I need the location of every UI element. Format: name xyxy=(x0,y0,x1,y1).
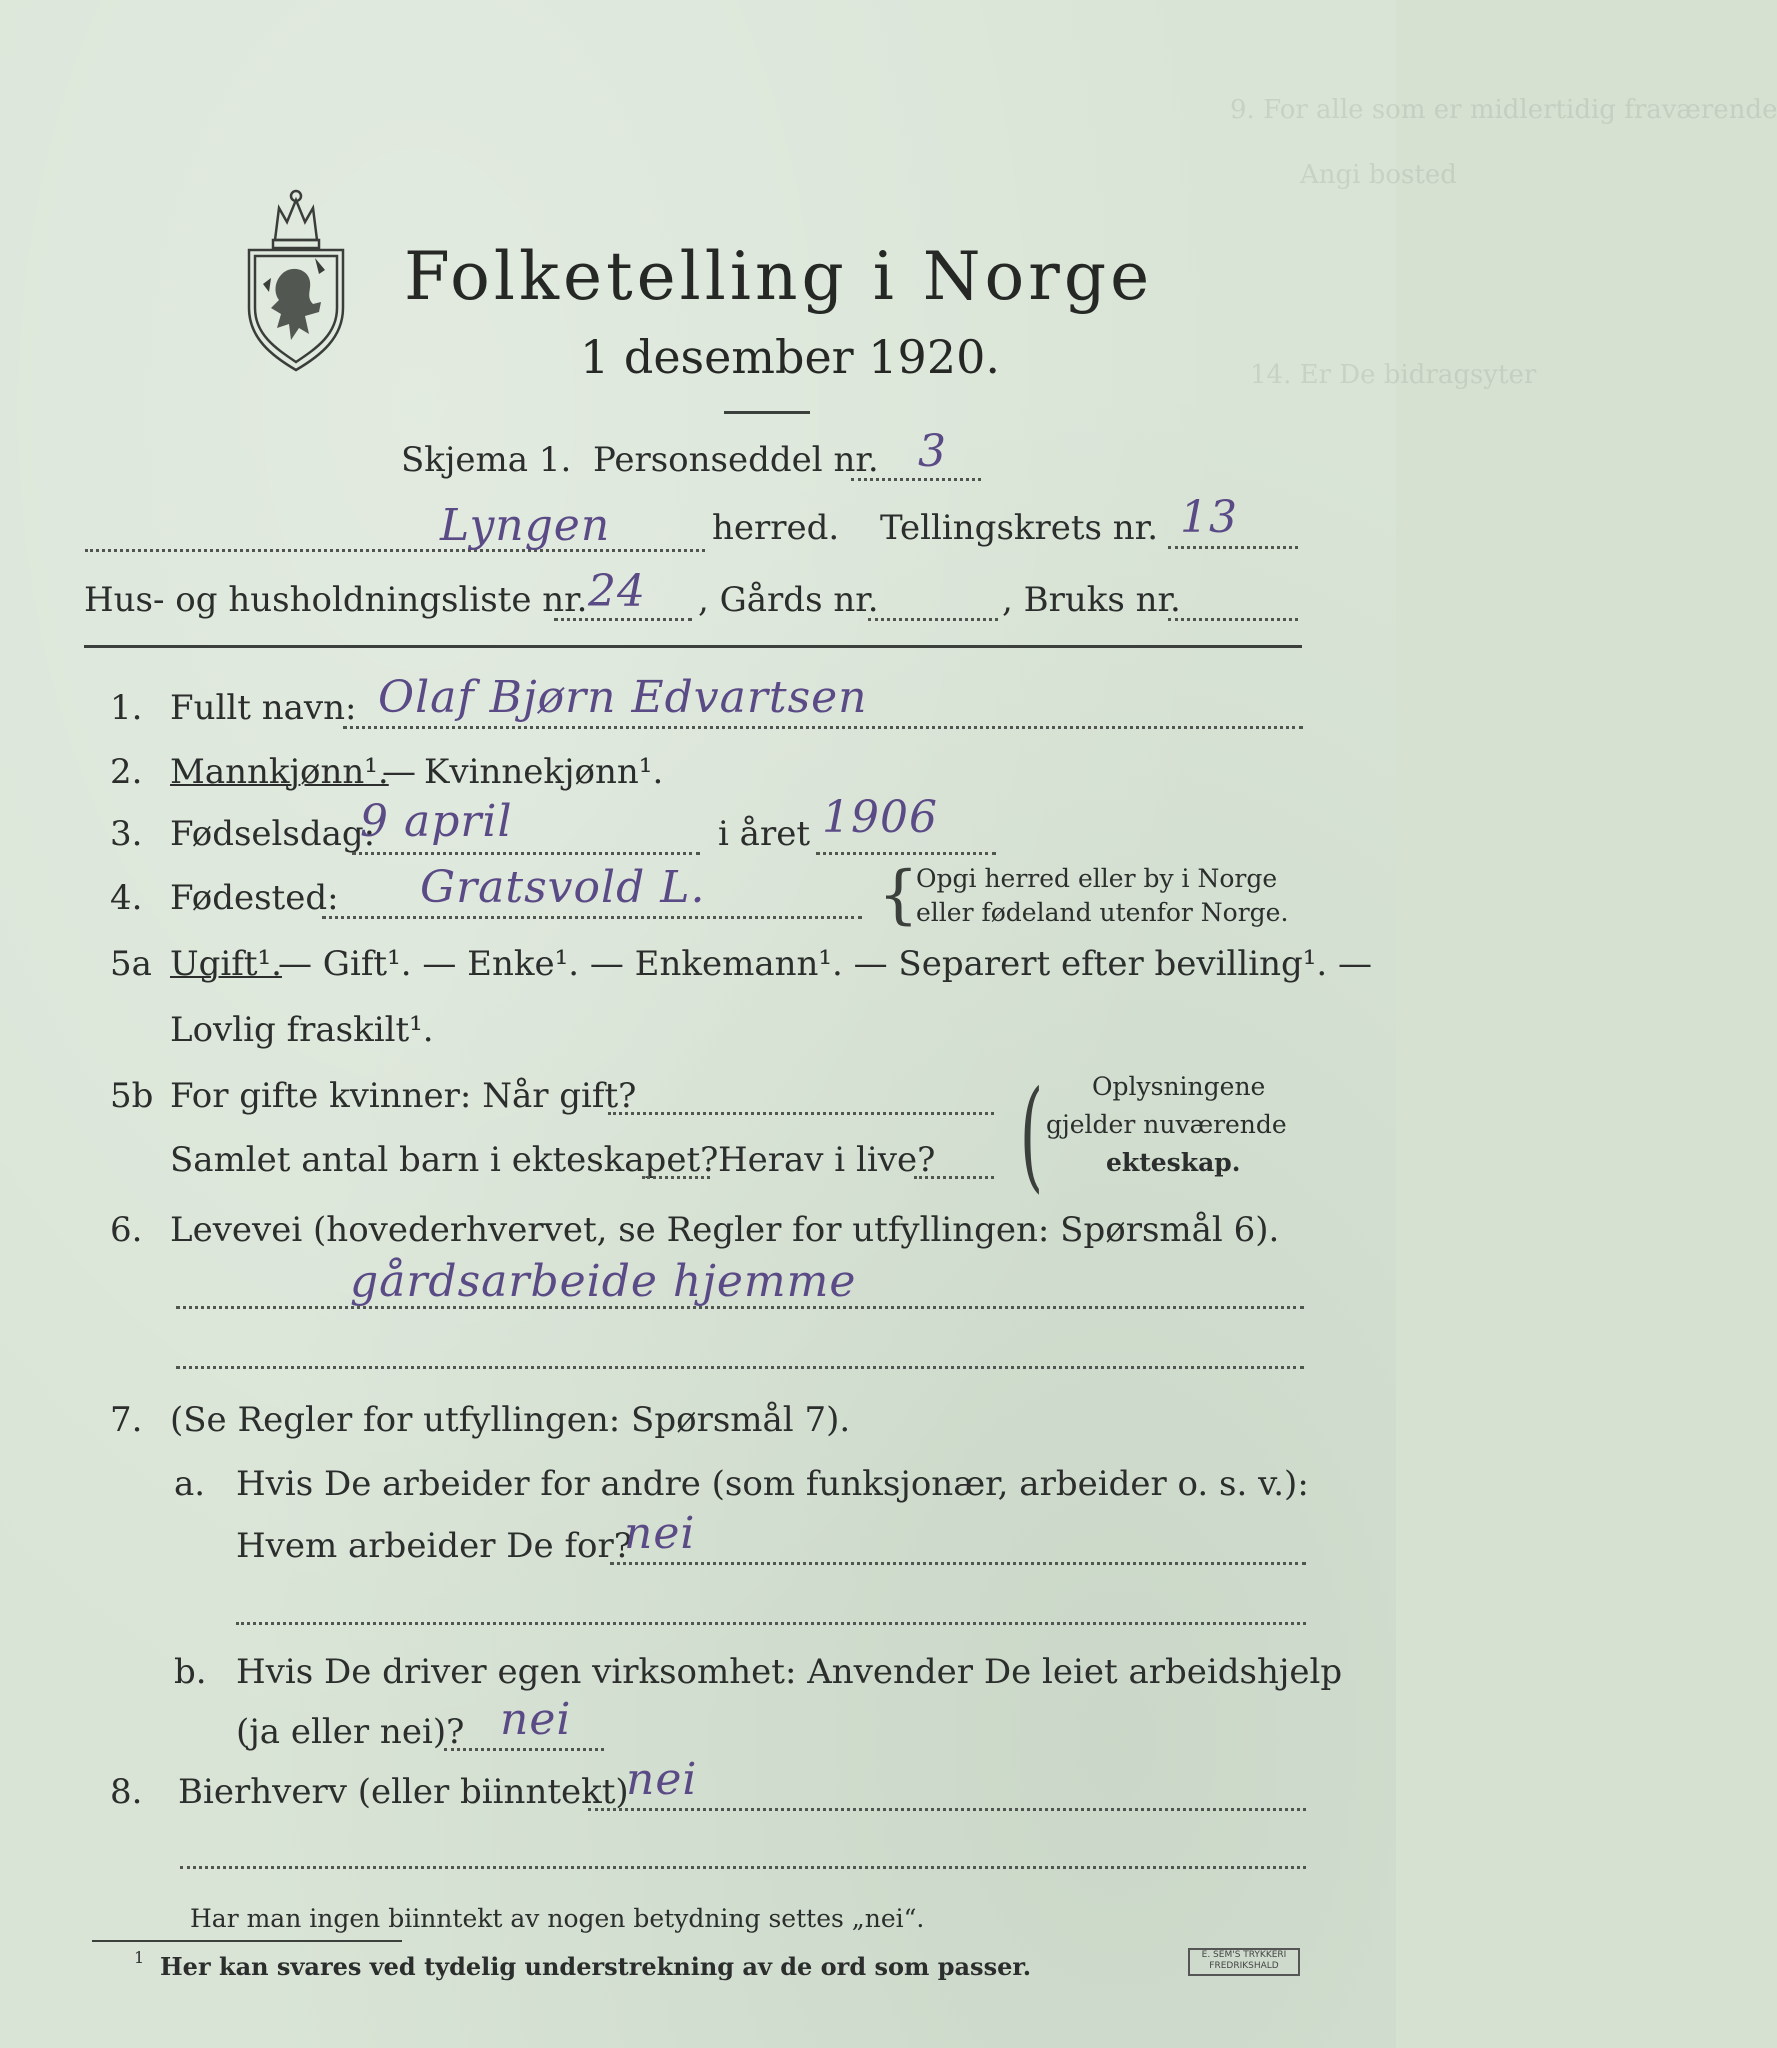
bruks-label: , Bruks nr. xyxy=(1002,580,1181,620)
q6-number: 6. xyxy=(110,1210,143,1250)
q2-separator: — xyxy=(382,752,416,792)
herred-value[interactable]: Lyngen xyxy=(440,500,611,551)
q3-label: Fødselsdag: xyxy=(170,814,376,854)
q7-label: (Se Regler for utfyllingen: Spørsmål 7). xyxy=(170,1400,851,1440)
q6-occupation-value[interactable]: gårdsarbeide hjemme xyxy=(350,1256,857,1307)
q4-note-line1: Opgi herred eller by i Norge xyxy=(916,864,1278,893)
q6-label: Levevei (hovederhvervet, se Regler for utfyllingen: Spørsmål 6). xyxy=(170,1210,1280,1250)
husliste-label: Hus- og husholdningsliste nr. xyxy=(84,580,588,620)
q1-label: Fullt navn: xyxy=(170,688,357,728)
norway-coat-of-arms-icon xyxy=(235,178,357,374)
q5a-number: 5a xyxy=(110,944,152,984)
husliste-value[interactable]: 24 xyxy=(588,566,646,617)
printer-stamp xyxy=(1188,1948,1300,1976)
q5b-brace-left: ( xyxy=(1019,1066,1044,1205)
q5b-label: For gifte kvinner: Når gift? xyxy=(170,1076,637,1116)
q5b-note-line1: Oplysningene xyxy=(1092,1072,1266,1101)
q4-brace: { xyxy=(878,858,919,932)
tellingskrets-value[interactable]: 13 xyxy=(1180,492,1238,543)
header-divider xyxy=(84,645,1302,648)
q5b-note-line3: ekteskap. xyxy=(1106,1148,1241,1177)
footnote-number: 1 xyxy=(134,1948,145,1967)
gards-label: , Gårds nr. xyxy=(698,580,879,620)
herred-label: herred. xyxy=(712,508,840,548)
tellingskrets-label: Tellingskrets nr. xyxy=(880,508,1159,548)
footnote-divider xyxy=(92,1940,402,1942)
q2-male-option[interactable]: Mannkjønn¹. xyxy=(170,752,389,792)
page-title: Folketelling i Norge xyxy=(404,238,1154,315)
q4-number: 4. xyxy=(110,878,143,918)
q5a-ugift-option[interactable]: Ugift¹. xyxy=(170,944,282,984)
schema-label: Skjema 1. xyxy=(401,440,572,480)
census-date: 1 desember 1920. xyxy=(580,330,1000,384)
q8-label: Bierhverv (eller biinntekt) xyxy=(178,1772,629,1812)
q5b-alive-label: Herav i live? xyxy=(718,1140,936,1180)
title-divider xyxy=(724,411,810,414)
q7b-letter: b. xyxy=(174,1652,207,1692)
q5b-children-label: Samlet antal barn i ekteskapet? xyxy=(170,1140,719,1180)
q3-year-label: i året xyxy=(718,814,810,854)
q3-number: 3. xyxy=(110,814,143,854)
q3-birthdate-value[interactable]: 9 april xyxy=(360,796,513,847)
footer-note: Har man ingen biinntekt av nogen betydning settes „nei“. xyxy=(190,1904,925,1933)
q5a-other-options[interactable]: — Gift¹. — Enke¹. — Enkemann¹. — Separert efter bevilling¹. — xyxy=(278,944,1373,984)
q8-side-income-value[interactable]: nei xyxy=(626,1754,698,1805)
q7b-hired-help-label: (ja eller nei)? xyxy=(236,1712,465,1752)
q7-number: 7. xyxy=(110,1400,143,1440)
q4-note-line2: eller fødeland utenfor Norge. xyxy=(916,898,1289,927)
printer-stamp-text: E. SEM'S TRYKKERI FREDRIKSHALD xyxy=(1201,1950,1287,1971)
q8-number: 8. xyxy=(110,1772,143,1812)
q7b-hired-help-value[interactable]: nei xyxy=(500,1694,572,1745)
census-form-page: 9. For alle som er midlertidig fraværende Angi bosted 14. Er De bidragsyter Folketelling i Norge 1 desember 1920. Skjema 1. Personseddel nr. 3 Lyngen herred. Tellingskrets nr. 13 Hus- og husholdningsliste nr. 24 , Gårds nr. , Bruks nr. 1. Fullt navn: Olaf Bjørn Edvartsen 2. Mannkjønn¹. — Kvinnekjønn¹. 3. Fødselsdag: 9 april i året 1906 4. Fødested: Gratsvold L. { Opgi herred eller by i Norge eller fødeland utenfor Norge. 5a Ugift¹. — Gift¹. — Enke¹. — Enkemann¹. — Separert efter bevilling¹. — Lovlig fraskilt¹. 5b For gifte kvinner: Når gift? Samlet antal barn i ekteskapet? Herav i live? ( Oplysningene gjelder nuværende ekteskap. 6. Levevei (hovederhvervet, se Regler for utfyllingen: Spørsmål 6). gårdsarbeide hjemme 7. (Se Regler for utfyllingen: Spørsmål 7). a. Hvis De arbeider for andre (som funksjonær, arbeider o. s. v.): Hvem arbeider De for? nei b. Hvis De driver egen virksomhet: Anvender De leiet arbeidshjelp (ja eller nei)? nei 8. Bierhverv (eller biinntekt) nei Har man ingen biinntekt av nogen betydning settes „nei“. 1 Her kan svares ved tydelig understrekning av de ord som passer. E. SEM'S TRYKKERI FREDRIKSHALD xyxy=(0,0,1396,2048)
q2-female-option[interactable]: Kvinnekjønn¹. xyxy=(424,752,664,792)
q3-birth-year-value[interactable]: 1906 xyxy=(822,792,938,843)
personseddel-value[interactable]: 3 xyxy=(918,426,947,477)
q5b-number: 5b xyxy=(110,1076,154,1116)
q7b-label: Hvis De driver egen virksomhet: Anvender De leiet arbeidshjelp xyxy=(236,1652,1343,1692)
footnote-text: Her kan svares ved tydelig understrekning av de ord som passer. xyxy=(160,1952,1032,1981)
q7a-employer-label: Hvem arbeider De for? xyxy=(236,1526,632,1566)
q7a-employer-value[interactable]: nei xyxy=(624,1508,696,1559)
q1-number: 1. xyxy=(110,688,143,728)
q5a-lovlig-fraskilt-option[interactable]: Lovlig fraskilt¹. xyxy=(170,1010,434,1050)
q5b-note-line2: gjelder nuværende xyxy=(1046,1110,1287,1139)
q7a-label: Hvis De arbeider for andre (som funksjonær, arbeider o. s. v.): xyxy=(236,1464,1309,1504)
q7a-letter: a. xyxy=(174,1464,206,1504)
q2-number: 2. xyxy=(110,752,143,792)
q1-full-name-value[interactable]: Olaf Bjørn Edvartsen xyxy=(378,672,868,723)
personseddel-label: Personseddel nr. xyxy=(593,440,879,480)
q4-label: Fødested: xyxy=(170,878,339,918)
q4-birthplace-value[interactable]: Gratsvold L. xyxy=(420,862,706,913)
